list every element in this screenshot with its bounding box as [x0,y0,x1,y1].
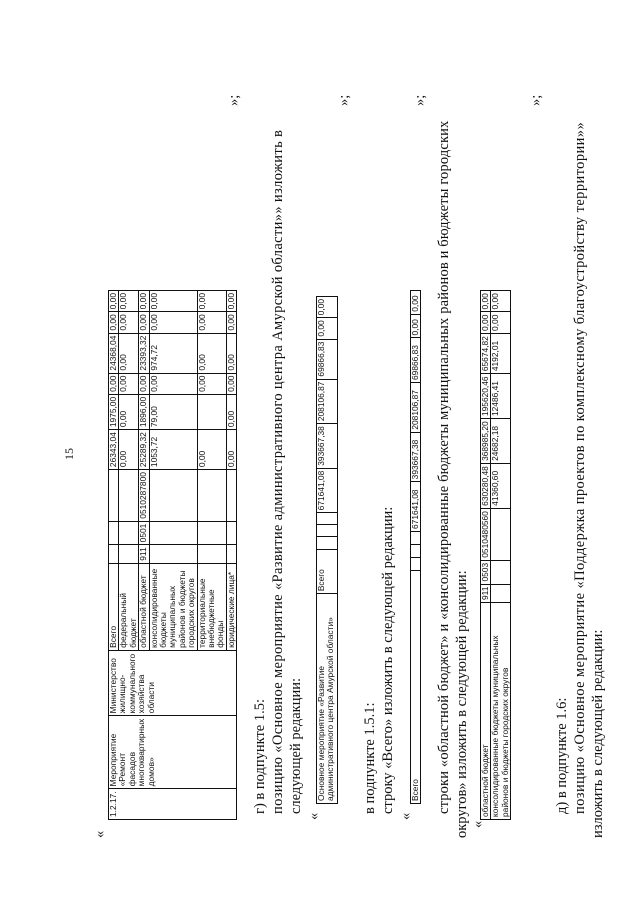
cell-val: 208106,87 [411,382,421,432]
table-row [481,291,491,820]
cell-src: Всего [109,563,119,650]
cell-val: 41360,60 [491,463,511,508]
quote-open-1: « [92,830,108,838]
section-d-title: д) в подпункте 1.6: [554,697,570,814]
cell-val: 208106,87 [317,379,338,424]
cell-val: 0,00 [226,430,236,470]
cell-src: федеральный бюджет [119,563,139,650]
quote-close-4: »; [528,94,544,106]
cell-val: 24682,18 [491,419,511,464]
cell-val: 0,00 [197,373,226,394]
cell-val: 0,00 [197,312,226,333]
cell-csr [149,470,197,522]
cell-val: 0,00 [197,291,226,312]
cell-val: 974,72 [149,333,197,373]
cell-val: 0,00 [139,291,149,312]
cell-val: 0,00 [109,312,119,333]
cell-empty [411,558,421,571]
cell-src: областной бюджет [139,563,149,650]
table-1-2-17 [108,290,237,820]
cell-val: 0,00 [226,394,236,429]
cell-rz: 0501 [139,521,149,545]
cell-empty [411,532,421,545]
cell-val: 0,00 [226,312,236,333]
page-number: 15 [62,448,76,460]
cell-grbs: 911 [481,584,491,602]
cell-csr: 0510287800 [139,470,149,522]
quote-open-4: « [470,820,486,828]
cell-rz [491,560,511,584]
cell-val: 0,00 [149,291,197,312]
cell-val: 24368,04 [109,333,119,373]
cell-grbs [491,584,511,602]
cell-val: 0,00 [109,291,119,312]
cell-val: 0,00 [317,297,338,318]
cell-src: юридические лица* [226,563,236,650]
cell-src: консолидированные бюджеты муниципальных районов и бюджеты городских округов [149,563,197,650]
cell-val: 79,00 [149,394,197,429]
table-row [411,291,421,804]
cell-src: Всего [317,549,338,594]
cell-grbs: 911 [139,545,149,563]
section-g-line2: позицию «Основное мероприятие «Развитие административного центра Амурской области»» изложить в [270,129,286,814]
section-151-line2: строку «Всего» изложить в следующей редакции: [380,506,396,814]
cell-val: 671641,08 [411,482,421,532]
cell-val: 25289,32 [139,430,149,470]
table-main-event [316,296,338,804]
cell-rz [197,521,226,545]
cell-src: территориальные внебюджетные фонды [197,563,226,650]
cell-val: 195620,46 [481,374,491,419]
cell-val: 0,00 [119,291,139,312]
cell-csr [226,470,236,522]
cell-val: 65674,82 [481,333,491,373]
cell-val: 0,00 [119,394,139,429]
para-rows-line1: строки «областной бюджет» и «консолидированные бюджеты муниципальных районов и бюджеты городских [436,120,452,814]
table-total-row [410,290,421,804]
cell-val: 26343,04 [109,430,119,470]
cell-val: 0,00 [226,373,236,394]
cell-val: 0,00 [491,291,511,312]
cell-csr [197,470,226,522]
table-row [491,291,511,820]
cell-rz [119,521,139,545]
cell-grbs [149,545,197,563]
quote-open-3: « [398,812,414,820]
cell-val: 12486,41 [491,374,511,419]
section-151-title: в подпункте 1.5.1: [362,702,378,814]
cell-val: 0,00 [149,373,197,394]
cell-grbs [226,545,236,563]
cell-val: 1975,00 [109,394,119,429]
cell-empty [411,545,421,558]
cell-val: 0,00 [149,312,197,333]
cell-val: 630280,48 [481,463,491,508]
cell-rz [149,521,197,545]
cell-val: 0,00 [226,333,236,373]
cell-val: 368985,20 [481,419,491,464]
cell-src: областной бюджет [481,603,491,820]
cell-rz [226,521,236,545]
cell-empty [317,513,338,525]
cell-val: 0,00 [139,312,149,333]
cell-val: 0,00 [109,373,119,394]
cell-rz [109,521,119,545]
cell-val: 69866,83 [411,338,421,382]
section-g-line3: следующей редакции: [288,677,304,814]
cell-num: 1.2.17. [109,789,237,820]
cell-val: 1896,00 [139,394,149,429]
cell-grbs [109,545,119,563]
cell-val: 0,00 [197,430,226,470]
cell-val: 0,00 [197,333,226,373]
cell-csr [109,470,119,522]
cell-src: консолидированные бюджеты муниципальных районов и бюджеты городских округов [491,603,511,820]
quote-close-1: »; [226,94,242,106]
quote-close-3: »; [412,94,428,106]
cell-val: 0,00 [411,291,421,315]
cell-val: 23393,32 [139,333,149,373]
cell-val: 1053,72 [149,430,197,470]
cell-grbs [197,545,226,563]
cell-csr [491,508,511,560]
cell-empty [317,525,338,537]
cell-name: Основное мероприятие «Развитие административного центра Амурской области» [317,594,338,804]
cell-val: 0,00 [491,312,511,333]
cell-val: 393667,38 [411,432,421,482]
cell-val: 0,00 [119,430,139,470]
section-d-line2: позицию «Основное мероприятие «Поддержка проектов по комплексному благоустройству территории»» [572,121,588,814]
cell-val: 0,00 [139,373,149,394]
cell-csr [119,470,139,522]
cell-csr: 0510480560 [481,508,491,560]
cell-val: 0,00 [317,318,338,339]
cell-val: 0,00 [411,314,421,338]
cell-val: 0,00 [481,312,491,333]
section-g-title: г) в подпункте 1.5: [252,698,268,814]
cell-val: 671641,08 [317,468,338,513]
cell-val: 4192,01 [491,333,511,373]
cell-val: 0,00 [226,291,236,312]
cell-event: Мероприятие «Ремонт фасадов многоквартирных домов» [109,716,237,789]
cell-val: 0,00 [119,373,139,394]
quote-open-2: « [306,812,322,820]
table-budget-rows [480,290,511,820]
cell-val: 0,00 [481,291,491,312]
table-row [317,297,338,804]
section-d-line3: изложить в следующей редакции: [590,629,606,838]
cell-val: 393667,38 [317,424,338,469]
cell-val: 0,00 [119,312,139,333]
cell-rz: 0503 [481,560,491,584]
table-row [109,291,119,820]
cell-val: 0,00 [119,333,139,373]
cell-val: 69866,83 [317,339,338,379]
cell-empty [317,537,338,549]
para-rows-line2: округов» изложить в следующей редакции: [454,570,470,838]
quote-close-2: »; [336,94,352,106]
cell-val [197,394,226,429]
cell-executor: Министерство жилищно-коммунального хозяйства области [109,650,237,716]
cell-src: Всего [411,571,421,804]
cell-grbs [119,545,139,563]
